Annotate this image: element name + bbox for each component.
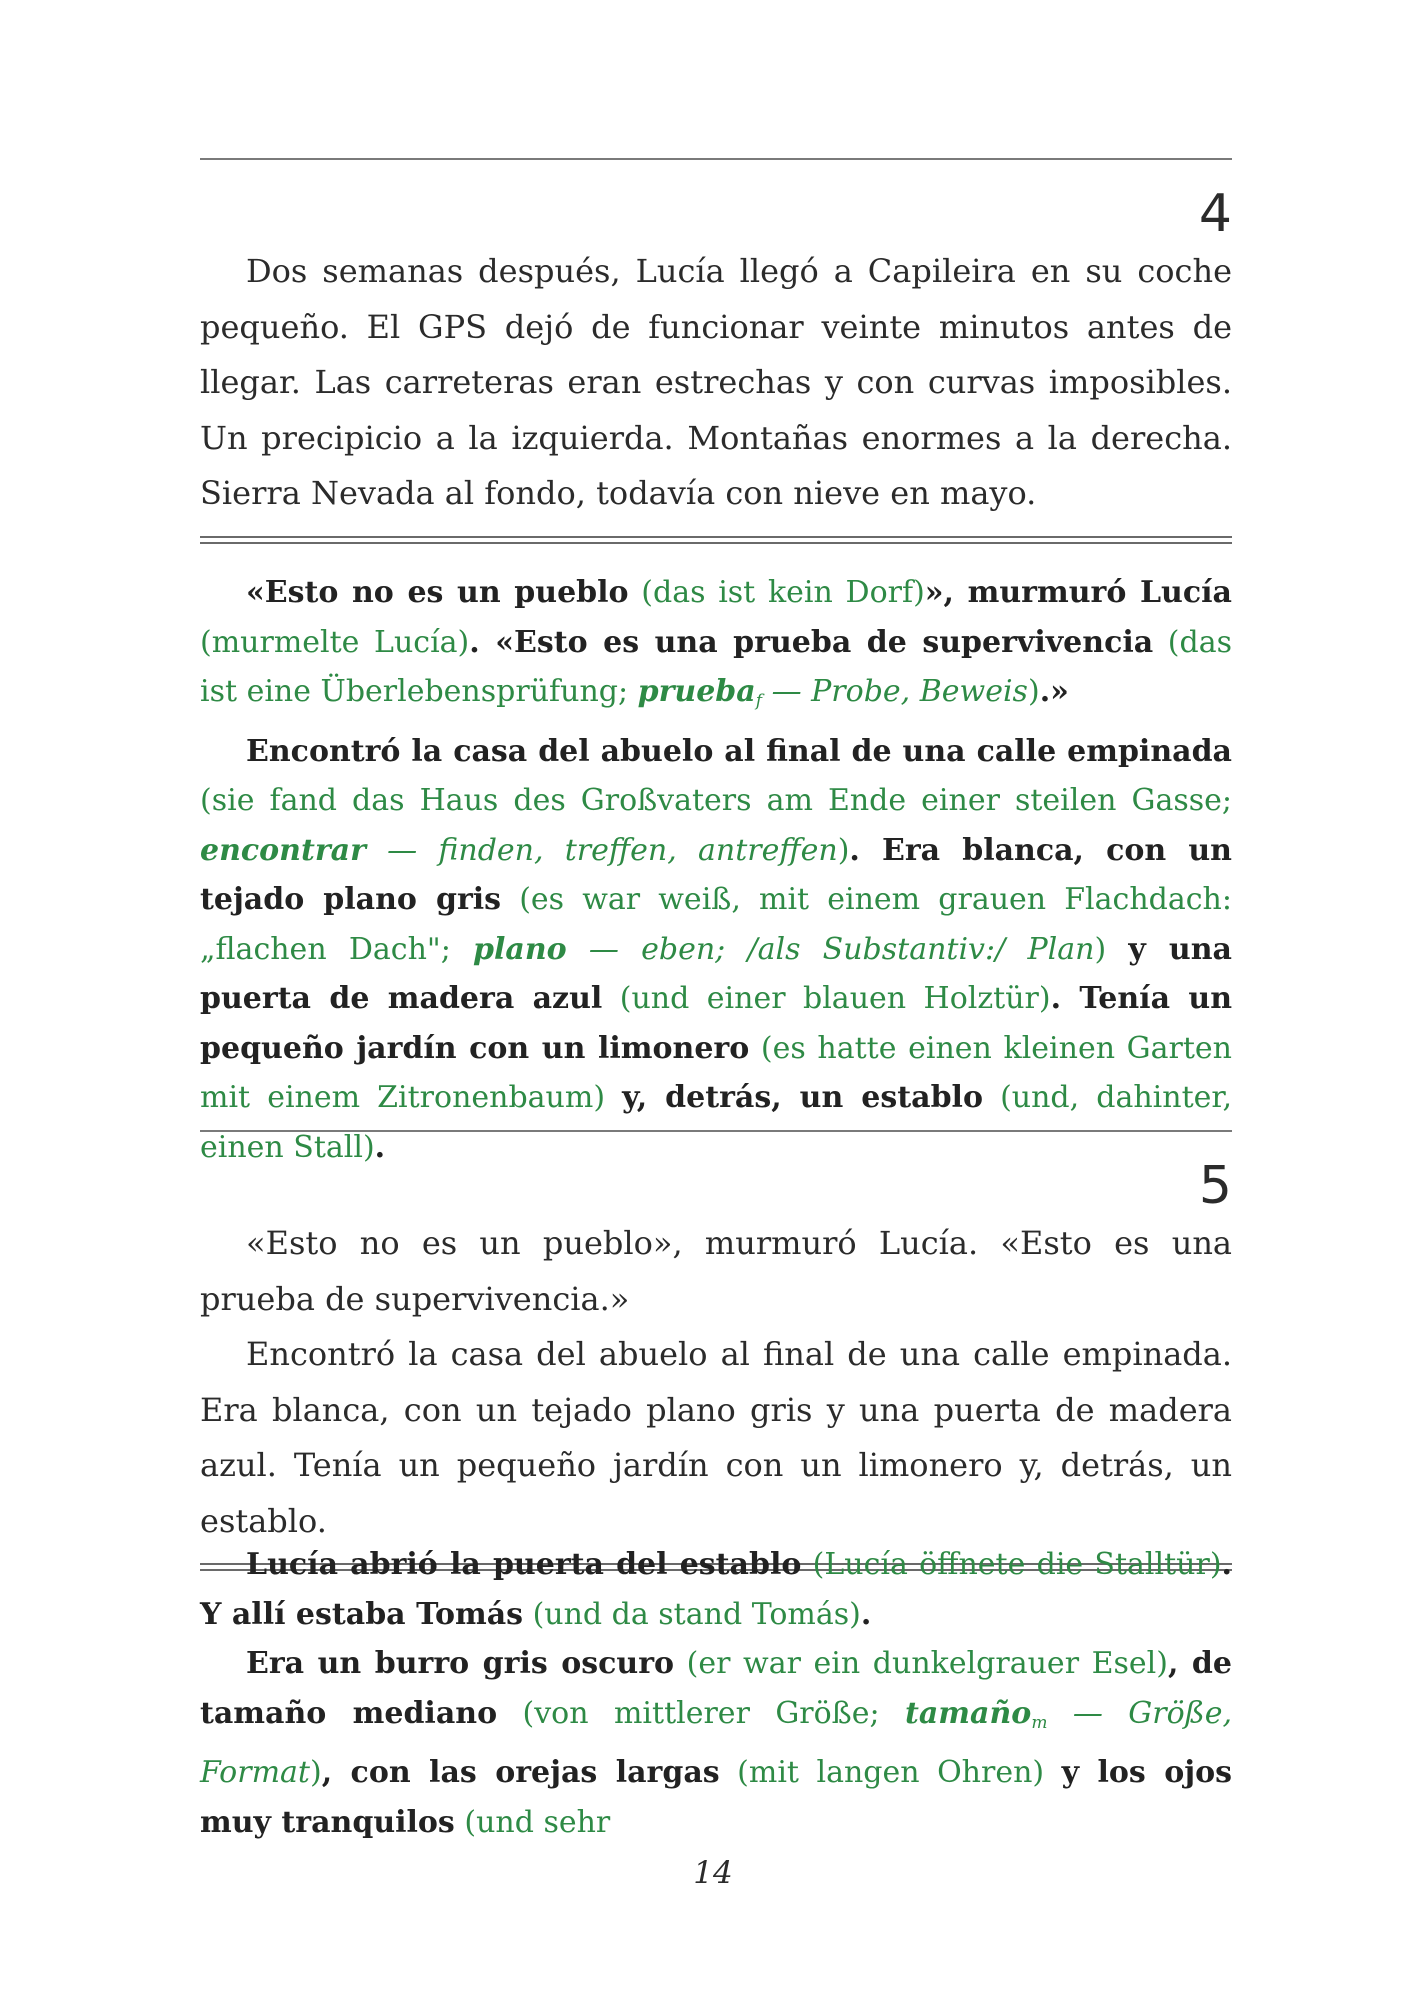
german-gloss: (es war weiß, mit einem grauen Flachdach: „flachen Dach"; [200,882,1232,967]
bilingual-block-1 [200,568,1232,1172]
bilingual-paragraph [200,727,1232,1173]
double-divider [200,536,1232,544]
spanish-text: . «Esto es una prueba de supervivencia [469,624,1154,660]
section-divider [200,158,1232,160]
vocab-definition: — finden, treffen, antreffen [387,832,838,868]
german-gloss: (und einer blauen Holztür) [619,981,1051,1016]
spanish-text: , con las orejas largas [321,1755,720,1790]
spanish-text: », murmuró Lucía [924,575,1232,610]
section-number: 4 [1198,184,1232,244]
german-gloss: (sie fand das Haus des Großvaters am Ende einer steilen Gasse; [200,783,1232,818]
spanish-text: Encontró la casa del abuelo al final de una calle empinada [246,733,1232,769]
spanish-text: . Era blanca, con un tejado plano gris [200,832,1232,917]
vocab-definition: — eben; /als Substantiv:/ Plan [588,931,1095,967]
german-gloss: (und sehr [464,1804,611,1840]
bilingual-paragraph [200,1540,1232,1639]
spanish-text: y, detrás, un establo [622,1080,983,1115]
bilingual-paragraph [200,1639,1232,1847]
german-gloss: ) [837,832,850,868]
vocab-word: plano [473,931,567,967]
spanish-text: Lucía abrió la puerta del establo [246,1547,802,1582]
spanish-text: . [374,1129,386,1165]
section-number: 5 [1198,1156,1232,1216]
spanish-text: y los ojos muy tranquilos [200,1755,1232,1840]
german-gloss: (mit langen Ohren) [737,1755,1045,1790]
spanish-text: «Esto no es un pueblo [246,575,629,610]
spanish-text: y una puerta de madera azul [200,931,1232,1016]
german-gloss: (murmelte Lucía) [200,624,470,660]
german-gloss: (von mittlerer Größe; [522,1695,880,1731]
german-gloss: (er war ein dunkelgrauer Esel) [686,1646,1168,1681]
spanish-paragraph: Encontró la casa del abuelo al final de una calle empinada. Era blanca, con un tejado plano gris y una puerta de madera azul. Tenía un pequeño jardín con un limonero y, detrás, un establo. [200,1335,1232,1540]
bilingual-paragraph [200,568,1232,727]
spanish-text: . Tenía un pequeño jardín con un limonero [200,981,1233,1066]
vocab-definition: — Größe, Format [200,1695,1232,1790]
german-gloss: (das ist kein Dorf) [641,575,925,610]
german-gloss: (das ist eine Überlebensprüfung; [200,624,1232,709]
spanish-text: .» [1039,674,1069,709]
section-4 [200,158,1232,544]
gender-marker: f [755,691,763,711]
german-gloss: (es hatte einen kleinen Garten mit einem Zitronenbaum) [200,1030,1233,1115]
spanish-text: . [860,1596,872,1632]
gender-marker: m [1031,1712,1048,1733]
spanish-text: Era un burro gris oscuro [246,1646,675,1681]
section-5 [200,1130,1232,1571]
spanish-text: , de tamaño mediano [200,1646,1232,1731]
spanish-text: . Y allí estaba Tomás [200,1547,1232,1632]
vocab-word: tamaño [905,1695,1032,1731]
german-gloss: (und, dahinter, einen Stall) [200,1080,1232,1165]
spanish-paragraph: Dos semanas después, Lucía llegó a Capileira en su coche pequeño. El GPS dejó de funcionar veinte minutos antes de llegar. Las carreteras eran estrechas y con curvas imposibles. Un precipicio a la izquierda. Montañas enormes a la derecha. Sierra Nevada al fondo, todavía con nieve en mayo. [200,252,1232,512]
vocab-definition: — Probe, Beweis [771,674,1028,709]
spanish-paragraph: «Esto no es un pueblo», murmuró Lucía. «Esto es una prueba de supervivencia.» [200,1224,1232,1318]
german-gloss: ) [1027,674,1040,709]
vocab-word: prueba [637,674,756,709]
german-gloss: (und da stand Tomás) [532,1596,861,1632]
page-number: 14 [693,1855,733,1891]
german-gloss: ) [309,1755,322,1790]
german-gloss: ) [1094,931,1107,967]
german-gloss: (Lucía öffnete die Stalltür) [812,1547,1222,1582]
bilingual-block-2 [200,1540,1232,1847]
section-divider [200,1130,1232,1132]
vocab-word: encontrar [200,832,366,868]
